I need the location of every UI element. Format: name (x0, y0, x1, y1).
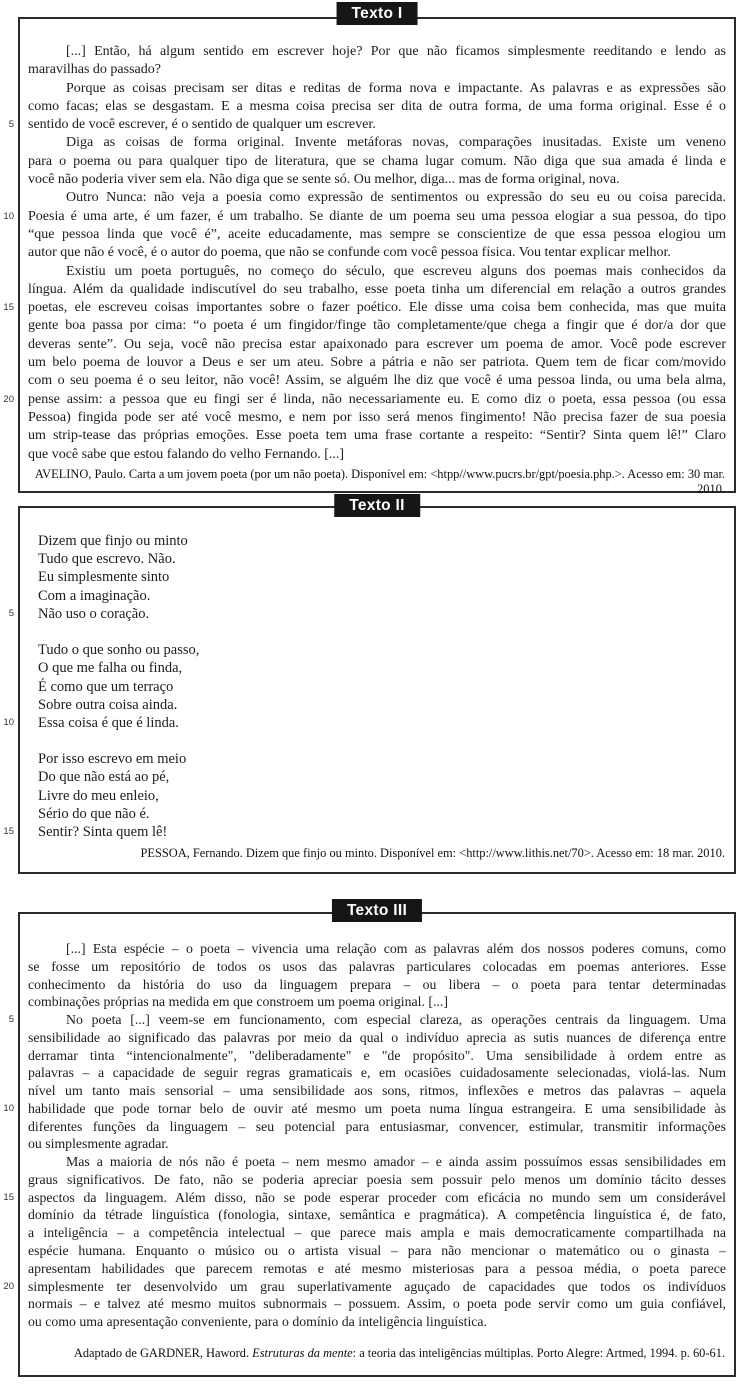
text-line: autor que não é você, é o autor do poema, que não se confunde com você pessoa física. Vou tentar explicar melhor. (28, 245, 671, 261)
text-line: com o seu poema é o seu leitor, não você! Assim, se alguém lhe diz que você é uma pessoa linda, ou uma bela alma, (28, 373, 726, 389)
citation-suffix: : a teoria das inteligências múltiplas. Porto Alegre: Artmed, 1994. p. 60-61. (352, 1345, 725, 1360)
text-line: a inteligência – a competência intelectual – que parece mais ampla e mais democraticamente compartilhada na (28, 1225, 726, 1241)
text-line: domínio da tétrade linguística (fonologia, sintaxe, semântica e pragmática). A competência linguística é, de fato, (28, 1207, 726, 1223)
line-number: 15 (3, 826, 14, 837)
texto-1-box (18, 17, 736, 496)
poem-line: Eu simplesmente sinto (38, 569, 170, 586)
poem-line: É como que um terraço (38, 678, 174, 695)
text-line: gente boa passa por cima: “o poeta é um fingidor/finge tão completamente/que chega a fingir que é dor/a dor que (28, 318, 726, 334)
text-line: Existiu um poeta português, no começo do século, que escreveu alguns dos poemas mais conhecidos da (66, 263, 726, 279)
line-number: 15 (3, 1192, 14, 1203)
poem-line: Com a imaginação. (38, 587, 151, 604)
text-line: combinações próprias na medida em que constroem um poema original. [...] (28, 994, 448, 1010)
citation-prefix: Adaptado de GARDNER, Haword. (73, 1345, 253, 1360)
text-line: sentido de você escrever, é o sentido de qualquer um escrever. (28, 117, 376, 133)
text-line: Pessoa) fingida pode ser até você mesmo, e nem por isso será menos fingimento! Não precisa fazer de sua poesia (28, 409, 726, 425)
poem-line: Por isso escrevo em meio (38, 751, 187, 768)
text-line: palavras – a capacidade de seguir regras gramaticais e, em ocasiões cuidadosamente selecionadas, violá-las. Num (28, 1065, 726, 1081)
text-line: como facas; elas se desgastam. E a mesma coisa precisa ser dita de outra forma, de uma forma original. Esse é o (28, 98, 726, 114)
text-line: conhecimento da história do uso da linguagem prepara – ou libera – o poeta para tentar determinadas (28, 976, 726, 992)
text-line: normais – e talvez até mesmo muitos subnormais – possuem. Assim, o poeta pode servir como um guia confiável, (28, 1296, 726, 1312)
texto-1-body (20, 19, 734, 497)
text-line: língua. Além da qualidade indiscutível do seu trabalho, esse poeta tinha um diferencial em relação a outros grandes (28, 281, 726, 297)
text-line: sensibilidade ao significado das palavras por meio da qual o indivíduo aprecia as sutis nuances de diferença entre (28, 1029, 726, 1045)
texto-3-title: Texto III (332, 899, 422, 922)
text-line: ou como uma apresentação conveniente, para o domínio da inteligência linguística. (28, 1314, 487, 1330)
texto-2-title: Texto II (334, 494, 420, 517)
poem-line: Sério do que não é. (38, 805, 150, 822)
line-number: 5 (8, 1014, 14, 1025)
text-line: apresentam habilidades que parecem remotas e até mesmo misteriosas para a pessoa média, o poeta parece (28, 1260, 726, 1276)
text-line: para o poema ou para qualquer tipo de literatura, que se chama lugar comum. Não diga que sua amada é linda e (28, 153, 726, 169)
text-line: derramar tinta “intencionalmente", "deliberadamente" e "de propósito". Uma sensibilidade à ordem entre as (28, 1047, 726, 1063)
text-line: maravilhas do passado? (28, 62, 161, 78)
text-line: se fosse um repositório de todos os usos das palavras particulares colocadas em poemas anteriores. Esse (28, 958, 726, 974)
line-number: 10 (3, 717, 14, 728)
text-line: No poeta [...] veem-se em funcionamento, com especial clareza, as operações centrais da linguagem. Uma (66, 1012, 726, 1028)
text-line: um strip-tease das próprias emoções. Esse poeta tem uma frase cortante a respeito: “Sentir? Sinta quem lê!” Claro (28, 428, 726, 444)
citation-book-title: Estruturas da mente (252, 1345, 353, 1360)
line-number: 5 (8, 119, 14, 130)
text-line: poetas, ele escreveu coisas importantes sobre o fazer poético. Ele disse uma coisa bem conhecida, mas que muita (28, 300, 726, 316)
poem-line: Dizem que finjo ou minto (38, 533, 188, 549)
poem-line: O que me falha ou finda, (38, 660, 183, 677)
text-line: habilidade que pode tornar belo de ouvir até mesmo um poeta numa língua estrangeira. E uma sensibilidade às (28, 1100, 726, 1116)
text-line: um belo poema de louvor a Deus e ser um ateu. Sobre a pátria e não ser patriota. Quem tem de ficar com/movido (28, 355, 726, 371)
citation: PESSOA, Fernando. Dizem que finjo ou minto. Disponível em: <http://www.lithis.net/70>. Acesso em: 18 mar. 2010. (140, 846, 725, 861)
texto-2-box (18, 506, 736, 874)
text-line: [...] Então, há algum sentido em escrever hoje? Por que não ficamos simplesmente reeditando e lendo as (66, 44, 726, 59)
text-line: Outro Nunca: não veja a poesia como expressão de sentimentos ou expressão do seu eu ou coisa parecida. (66, 190, 726, 206)
text-line: deveras sente”. Ou seja, você não precisa estar apaixonado para escrever um poema de amor. Você pode escrever (28, 336, 726, 352)
poem-line: Do que não está ao pé, (38, 769, 170, 786)
line-number: 10 (3, 211, 14, 222)
text-line: [...] Esta espécie – o poeta – vivencia uma relação com as palavras além dos nossos poderes comuns, como (66, 941, 726, 956)
text-line: espécie humana. Enquanto o músico ou o artista visual – para não mencionar o matemático ou o ginasta – (28, 1243, 726, 1259)
line-number: 20 (3, 394, 14, 405)
line-number: 5 (8, 608, 14, 619)
poem-line: Não uso o coração. (38, 605, 150, 622)
texto-2-body (20, 508, 734, 861)
text-line: que você sabe que estou falando do velho Fernando. [...] (28, 446, 345, 462)
line-number: 20 (3, 1281, 14, 1292)
text-line: Mas a maioria de nós não é poeta – nem mesmo amador – e ainda assim possuímos essas sensibilidades em (66, 1154, 726, 1170)
text-line: Porque as coisas precisam ser ditas e reditas de forma nova e impactante. As palavras e as expressões são (66, 80, 726, 96)
text-line: pense assim: a pessoa que eu fingi ser é linda, não necessariamente eu. E como diz o poeta, essa pessoa (ou essa (28, 391, 726, 407)
citation: AVELINO, Paulo. Carta a um jovem poeta (por um não poeta). Disponível em: <htpp//www.pucrs.br/gpt/poesia.php.>. Acesso em: 30 mar. 2010. (34, 466, 725, 496)
poem-line: Tudo o que sonho ou passo, (38, 642, 200, 659)
line-number: 10 (3, 1103, 14, 1114)
stanza-gap (38, 623, 726, 641)
text-line: “que pessoa linda que você é”, aceite educadamente, mas sempre se conscientize de que essa pessoa elogiou um (28, 226, 726, 242)
poem-line: Livre do meu enleio, (38, 787, 159, 804)
poem-line: Sobre outra coisa ainda. (38, 696, 178, 713)
poem-line: Tudo que escrevo. Não. (38, 551, 176, 568)
text-line: Diga as coisas de forma original. Invente metáforas novas, comparações inusitadas. Existe um veneno (66, 135, 726, 151)
text-line: aspectos da linguagem. Além disso, não se pode esperar proceder com eficácia no mundo sem um considerável (28, 1189, 726, 1205)
text-line: você não poderia viver sem ela. Não diga que se sente só. Ou melhor, diga... mas de forma original, nova. (28, 172, 620, 188)
text-line: nível um tanto mais sensorial – uma sensibilidade aos sons, ritmos, inflexões e metros das palavras – aquela (28, 1083, 726, 1099)
text-line: simplesmente ter desenvolvido um grau superlativamente aguçado de capacidades que todos os indivíduos (28, 1278, 726, 1294)
line-number: 15 (3, 302, 14, 313)
poem-line: Essa coisa é que é linda. (38, 714, 179, 731)
poem-line: Sentir? Sinta quem lê! (38, 824, 168, 840)
citation (28, 1346, 726, 1361)
text-line: diferentes funções da linguagem – seu potencial para entusiasmar, convencer, estimular, transmitir informações (28, 1118, 726, 1134)
texto-3-box (18, 912, 736, 1377)
texto-3-body (20, 914, 734, 1361)
texto-1-title: Texto I (337, 2, 418, 25)
text-line: Poesia é uma arte, é um fazer, é um trabalho. Se diante de um poema seu uma pessoa elogiar a sua pessoa, do tipo (28, 208, 726, 224)
text-line: ou simplesmente agradar. (28, 1136, 169, 1152)
text-line: graus significativos. De fato, não se poderia apreciar poesia sem possuir pelo menos um domínio tácito desses (28, 1171, 726, 1187)
stanza-gap (38, 732, 726, 750)
